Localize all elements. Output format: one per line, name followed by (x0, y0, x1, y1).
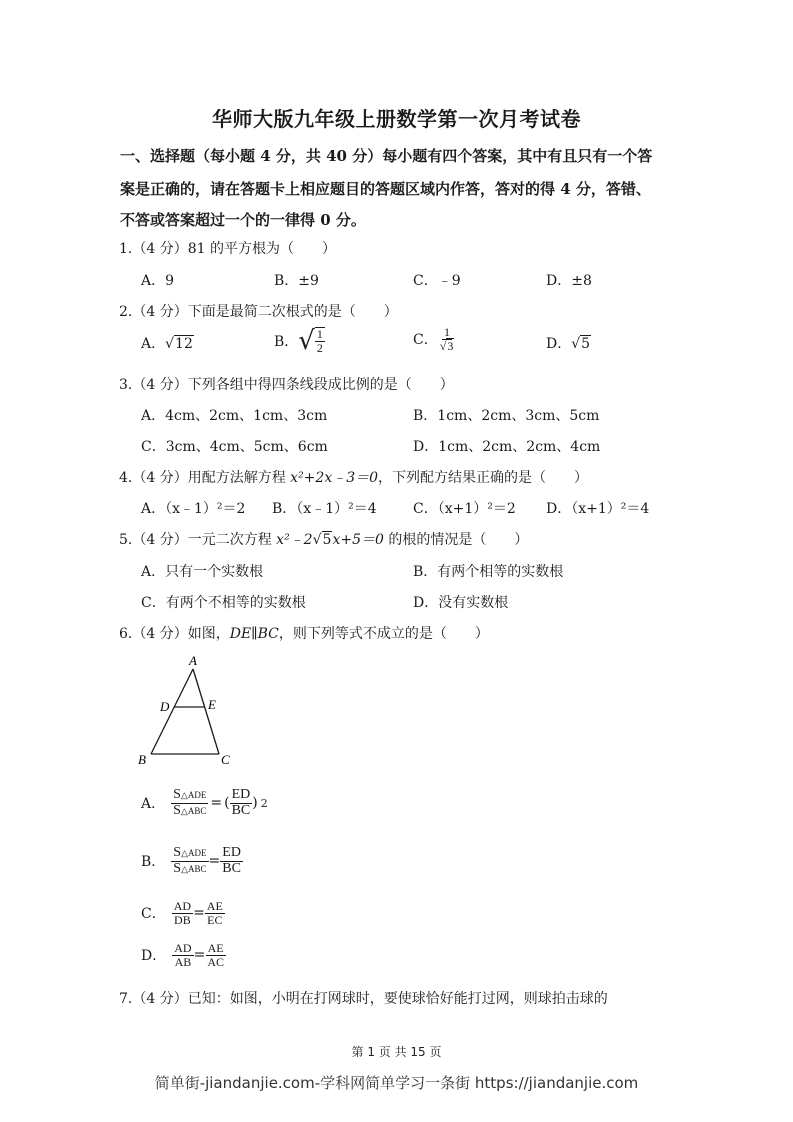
sqrt-expression: √12 (165, 336, 193, 352)
question-7-stem: 7.（4 分）已知：如图，小明在打网球时，要使球恰好能打过网，则球拍击球的 (119, 991, 608, 1007)
question-4-option-b: B．（x﹣1）²＝4 (272, 501, 377, 517)
watermark: 简单街-jiandanjie.com-学科网简单学习一条街 https://jiandanjie.com (154, 1074, 639, 1092)
section-instructions-line-2: 案是正确的，请在答题卡上相应题目的答题区域内作答，答对的得 4 分，答错、 (120, 180, 651, 198)
page-number: 第 1 页 共 15 页 (351, 1045, 442, 1059)
question-1-option-a: A．9 (141, 273, 175, 289)
question-5-stem: 5.（4 分）一元二次方程 x²﹣2√5x+5＝0 的根的情况是（ ） (119, 532, 529, 548)
question-6-option-b: B． $\frac{\text{S△ADE}}{\text{S△ABC}}$ = $\frac{ED}{BC}$ (141, 845, 241, 876)
question-4-option-a: A．（x﹣1）²＝2 (141, 501, 246, 517)
question-6-option-c: C． $\frac{AD}{DB}$ = $\frac{AE}{EC}$ (141, 899, 223, 927)
label-b: B (138, 752, 146, 767)
question-1-option-d: D．±8 (546, 273, 592, 289)
triangle-figure (130, 650, 250, 770)
question-2-option-c: C． $\frac{1}{√3}$ (413, 325, 454, 353)
question-5-option-c: C．有两个不相等的实数根 (141, 595, 306, 611)
question-6-option-a: A． $\frac{\text{S△ADE}}{\text{S△ABC}}$ = ( $\frac{ED}{BC}$ ) 2 (141, 787, 268, 818)
question-5-option-d: D．没有实数根 (413, 595, 509, 611)
question-3-option-d: D．1cm、2cm、2cm、4cm (413, 439, 601, 455)
question-6-option-d: D． $\frac{AD}{AB}$ = $\frac{AE}{AC}$ (141, 941, 224, 969)
section-instructions-line-1: 一、选择题（每小题 4 分，共 40 分）每小题有四个答案，其中有且只有一个答 (120, 147, 653, 165)
label-e: E (208, 697, 216, 712)
question-1-stem: 1.（4 分）81 的平方根为（ ） (119, 241, 336, 257)
section-instructions-line-3: 不答或答案超过一个的一律得 0 分。 (120, 211, 366, 229)
question-2-option-d: D．√5 (546, 336, 591, 352)
question-5-option-a: A．只有一个实数根 (141, 564, 264, 580)
question-4-option-d: D．（x+1）²＝4 (546, 501, 650, 517)
question-5-option-b: B．有两个相等的实数根 (413, 564, 564, 580)
label-c: C (221, 752, 230, 767)
label-d: D (160, 699, 170, 714)
question-2-option-a: A．√12 (141, 336, 193, 352)
question-6-stem: 6.（4 分）如图，DE∥BC，则下列等式不成立的是（ ） (119, 626, 489, 642)
question-2-option-b: B．√ $\frac{1}{2}$ (274, 326, 323, 356)
question-3-option-b: B．1cm、2cm、3cm、5cm (413, 408, 600, 424)
question-1-option-c: C．﹣9 (413, 273, 461, 289)
question-2-stem: 2.（4 分）下面是最简二次根式的是（ ） (119, 304, 398, 320)
question-3-option-c: C．3cm、4cm、5cm、6cm (141, 439, 328, 455)
question-3-option-a: A．4cm、2cm、1cm、3cm (141, 408, 328, 424)
page-title: 华师大版九年级上册数学第一次月考试卷 (212, 107, 581, 131)
label-a: A (189, 653, 197, 668)
question-4-stem: 4.（4 分）用配方法解方程 x²+2x﹣3＝0，下列配方结果正确的是（ ） (119, 470, 589, 486)
question-1-option-b: B．±9 (274, 273, 319, 289)
question-3-stem: 3.（4 分）下列各组中得四条线段成比例的是（ ） (119, 377, 454, 393)
question-4-option-c: C．（x+1）²＝2 (413, 501, 516, 517)
